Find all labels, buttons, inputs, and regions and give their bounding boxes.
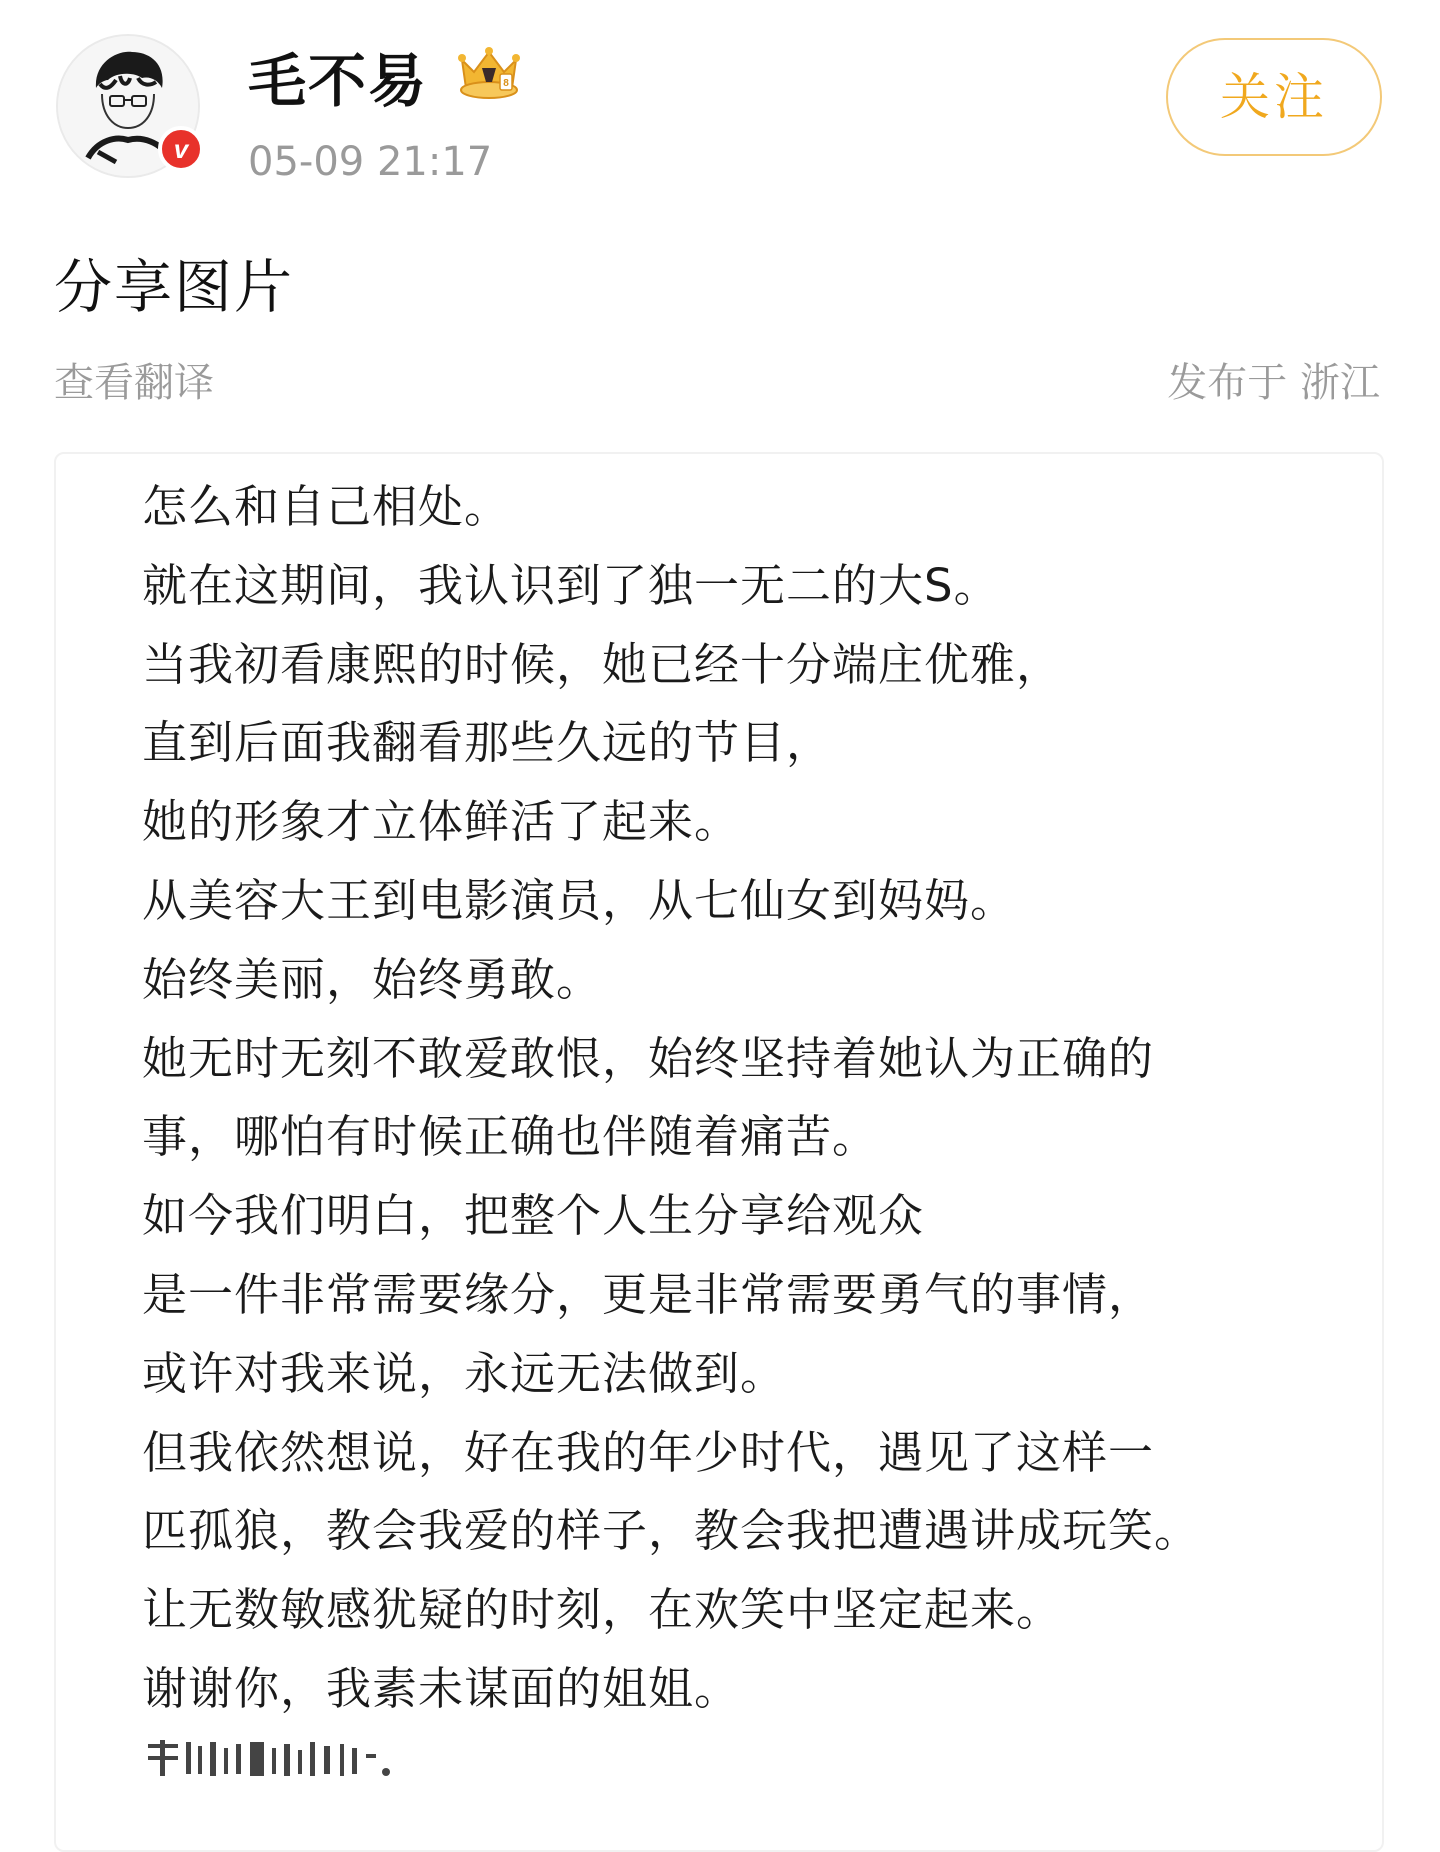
image-text-line: 是一件非常需要缘分，更是非常需要勇气的事情， [142,1267,1155,1321]
post-timestamp: 05-09 21:17 [248,139,493,185]
crown-badge-icon[interactable] [452,46,526,104]
post-location: 发布于 浙江 [1167,360,1380,406]
image-text-line: 或许对我来说，永远无法做到。 [142,1346,787,1400]
image-text-line: 让无数敏感犹疑的时刻，在欢笑中坚定起来。 [142,1583,1063,1637]
image-text-line: 就在这期间，我认识到了独一无二的大S。 [142,558,1000,612]
image-text-line: 怎么和自己相处。 [142,480,511,533]
svg-text:8: 8 [503,78,509,89]
image-text-line: 如今我们明白，把整个人生分享给观众 [142,1189,925,1243]
image-text-block [142,468,1342,1729]
image-text-line: 她的形象才立体鲜活了起来。 [142,795,741,849]
image-text-line: 谢谢你，我素未谋面的姐姐。 [142,1661,741,1715]
image-text-line: 直到后面我翻看那些久远的节目， [142,716,833,770]
image-text-line: 匹孤狼，教会我爱的样子，教会我把遭遇讲成玩笑。 [142,1504,1201,1558]
verified-icon: v [158,126,204,172]
image-text-line: 但我依然想说，好在我的年少时代，遇见了这样一 [142,1425,1155,1479]
image-text-line: 始终美丽，始终勇敢。 [142,952,603,1006]
image-text-line: 事，哪怕有时候正确也伴随着痛苦。 [142,1110,879,1164]
follow-button[interactable]: 关注 [1166,38,1382,156]
image-text-line: 她无时无刻不敢爱敢恨，始终坚持着她认为正确的 [142,1031,1155,1085]
username[interactable]: 毛不易 [248,47,429,115]
cropped-text-fragment [146,1734,426,1782]
image-text-line: 当我初看康熙的时候，她已经十分端庄优雅， [142,637,1063,691]
avatar-wrapper[interactable] [56,34,200,178]
post-title: 分享图片 [54,253,295,321]
shared-image[interactable] [54,452,1384,1852]
translate-link[interactable]: 查看翻译 [54,360,214,406]
post-header [0,0,1440,220]
image-text-line: 从美容大王到电影演员，从七仙女到妈妈。 [142,873,1017,927]
